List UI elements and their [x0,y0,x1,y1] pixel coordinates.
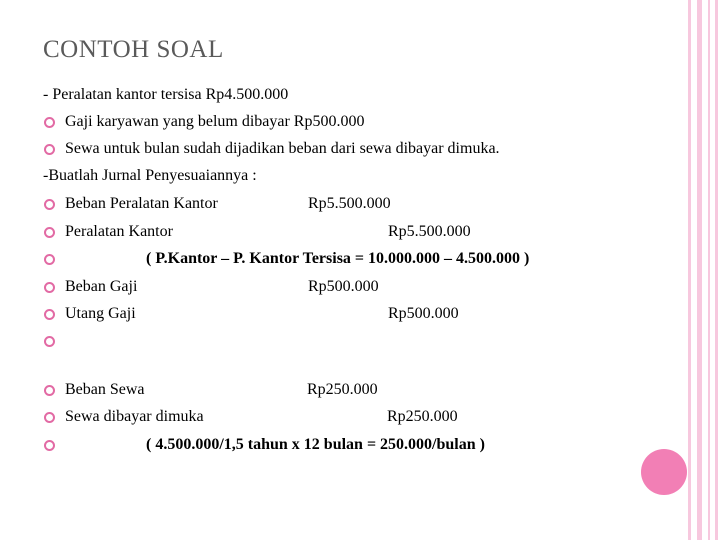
bullet-icon [44,199,55,210]
bullet-icon [44,227,55,238]
journal-account: Beban Sewa [65,381,145,398]
journal-amount: Rp500.000 [388,305,459,322]
instruction-text: -Buatlah Jurnal Penyesuaiannya : [43,167,257,184]
intro-text: - Peralatan kantor tersisa Rp4.500.000 [43,86,289,103]
journal-account: Beban Peralatan Kantor [65,195,218,212]
calculation-note: ( 4.500.000/1,5 tahun x 12 bulan = 250.000/bulan ) [146,436,485,453]
journal-account: Beban Gaji [65,278,138,295]
bullet-icon [44,336,55,347]
bullet-icon [44,282,55,293]
bullet-icon [44,412,55,423]
journal-amount: Rp250.000 [307,381,378,398]
decor-stripe-4 [715,0,718,540]
journal-account: Peralatan Kantor [65,223,173,240]
journal-account: Sewa dibayar dimuka [65,408,204,425]
journal-amount: Rp5.500.000 [308,195,391,212]
journal-amount: Rp250.000 [387,408,458,425]
item-sewa: Sewa untuk bulan sudah dijadikan beban dari sewa dibayar dimuka. [65,140,500,157]
item-gaji-karyawan: Gaji karyawan yang belum dibayar Rp500.000 [65,113,365,130]
bullet-icon [44,385,55,396]
decor-stripe-2 [697,0,702,540]
bullet-icon [44,440,55,451]
decor-stripe-1 [688,0,691,540]
journal-amount: Rp5.500.000 [388,223,471,240]
journal-account: Utang Gaji [65,305,136,322]
bullet-icon [44,117,55,128]
calculation-note: ( P.Kantor – P. Kantor Tersisa = 10.000.000 – 4.500.000 ) [146,250,530,267]
decor-circle [641,449,687,495]
journal-amount: Rp500.000 [308,278,379,295]
bullet-icon [44,309,55,320]
page-title: CONTOH SOAL [43,36,224,63]
bullet-icon [44,254,55,265]
bullet-icon [44,144,55,155]
decor-stripe-3 [708,0,710,540]
